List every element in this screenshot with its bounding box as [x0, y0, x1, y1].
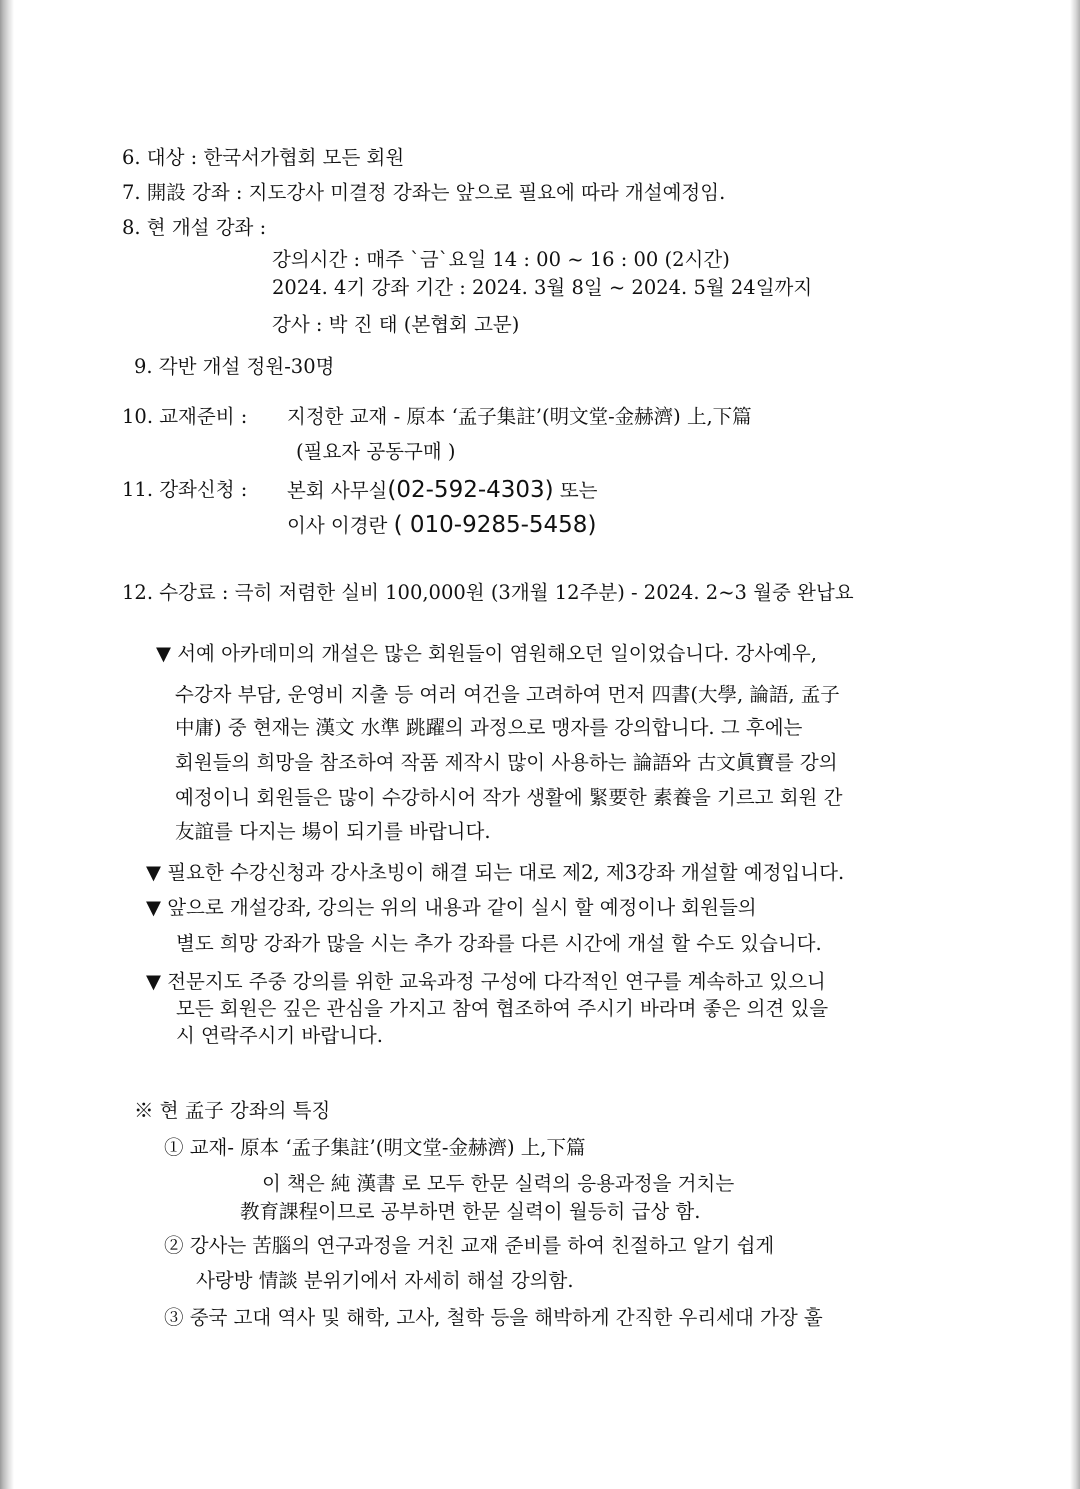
item-9-capacity: 9. 각반 개설 정원-30명: [134, 355, 335, 378]
feature-1-line-1: 이 책은 純 漢書 로 모두 한문 실력의 응용과정을 거치는: [262, 1172, 735, 1195]
office-suffix: 또는: [553, 479, 598, 502]
item-11-label: 11. 강좌신청 :: [122, 478, 248, 501]
notice-2: ▼ 필요한 수강신청과 강사초빙이 해결 되는 대로 제2, 제3강좌 개설할 예정입니다.: [146, 861, 845, 884]
notice-1-line-2: 수강자 부담, 운영비 지출 등 여러 여건을 고려하여 먼저 四書(大學, 論語, 孟子: [175, 683, 840, 706]
office-phone: (02-592-4303): [387, 477, 554, 503]
notice-3-line-2: 별도 희망 강좌가 많을 시는 추가 강좌를 다른 시간에 개설 할 수도 있습니다.: [176, 932, 822, 955]
director-label: 이사 이경란: [287, 514, 394, 537]
notice-1-line-3: 中庸) 중 현재는 漢文 水準 跳躍의 과정으로 맹자를 강의합니다. 그 후에는: [175, 716, 803, 739]
notice-4-line-2: 모든 회원은 깊은 관심을 가지고 참여 협조하여 주시기 바라며 좋은 의견 있을: [176, 997, 829, 1020]
feature-1-line-2: 教育課程이므로 공부하면 한문 실력이 월등히 급상 함.: [240, 1200, 701, 1223]
item-11-director-line: [287, 512, 596, 539]
item-8-heading: 8. 현 개설 강좌 :: [122, 216, 267, 239]
item-12-fee: 12. 수강료 : 극히 저렴한 실비 100,000원 (3개월 12주분) - 2024. 2~3 월중 완납요: [122, 581, 854, 604]
page-right-edge-shadow: [1070, 0, 1080, 1489]
notice-1-line-6: 友誼를 다지는 場이 되기를 바랍니다.: [175, 820, 491, 843]
notice-1-line-4: 회원들의 희망을 참조하여 작품 제작시 많이 사용하는 論語와 古文眞寶를 강의: [175, 751, 838, 774]
notice-4-line-3: 시 연락주시기 바랍니다.: [176, 1024, 383, 1047]
notice-3-line-1: ▼ 앞으로 개설강좌, 강의는 위의 내용과 같이 실시 할 예정이나 회원들의: [146, 896, 757, 919]
feature-2-line-2: 사랑방 情談 분위기에서 자세히 해설 강의함.: [196, 1269, 574, 1292]
item-8-lecture-time: 강의시간 : 매주 `금`요일 14 : 00 ~ 16 : 00 (2시간): [272, 248, 730, 271]
item-10-textbook: 지정한 교재 - 原本 ‘孟子集註’(明文堂-金赫濟) 上,下篇: [287, 405, 752, 428]
notice-4-line-1: ▼ 전문지도 주중 강의를 위한 교육과정 구성에 다각적인 연구를 계속하고 있으니: [146, 970, 826, 993]
item-11-office-line: [287, 477, 598, 504]
page-left-edge-shadow: [0, 0, 14, 1489]
item-7-opening-courses: 7. 開設 강좌 : 지도강사 미결정 강좌는 앞으로 필요에 따라 개설예정임.: [122, 181, 726, 204]
item-10-label: 10. 교재준비 :: [122, 405, 248, 428]
item-8-course-period: 2024. 4기 강좌 기간 : 2024. 3월 8일 ~ 2024. 5월 24일까지: [272, 276, 813, 299]
item-6-target: 6. 대상 : 한국서가협회 모든 회원: [122, 146, 405, 169]
feature-3-line-1: ③ 중국 고대 역사 및 해학, 고사, 철학 등을 해박하게 간직한 우리세대 가장 훌: [164, 1306, 823, 1329]
notice-1-line-1: ▼ 서예 아카데미의 개설은 많은 회원들이 염원해오던 일이었습니다. 강사예우,: [156, 642, 817, 665]
item-10-group-purchase: (필요자 공동구매 ): [296, 440, 456, 463]
office-label: 본회 사무실: [287, 479, 388, 502]
director-phone: ( 010-9285-5458): [393, 512, 597, 538]
feature-2-line-1: ② 강사는 苦腦의 연구과정을 거친 교재 준비를 하여 친절하고 알기 쉽게: [164, 1234, 775, 1257]
item-8-lecturer: 강사 : 박 진 태 (본협회 고문): [272, 313, 520, 336]
notice-1-line-5: 예정이니 회원들은 많이 수강하시어 작가 생활에 緊要한 素養을 기르고 회원 간: [175, 786, 843, 809]
features-heading: ※ 현 孟子 강좌의 특징: [134, 1099, 331, 1122]
feature-1-title: ① 교재- 原本 ‘孟子集註’(明文堂-金赫濟) 上,下篇: [164, 1136, 586, 1159]
